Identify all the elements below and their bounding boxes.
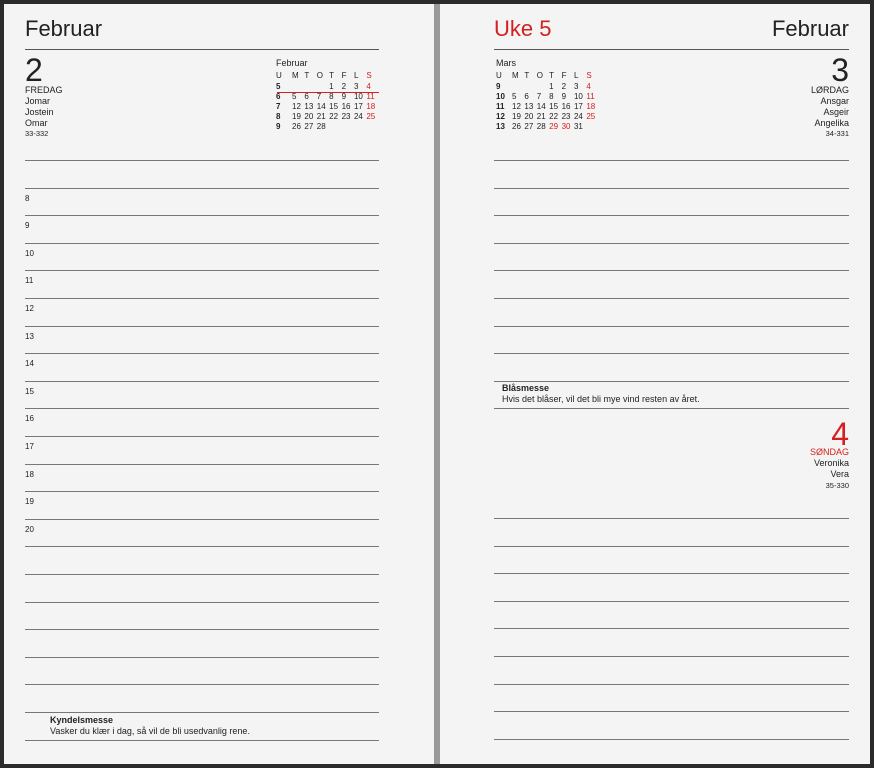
ruled-line xyxy=(494,298,849,299)
hour-label: 19 xyxy=(25,497,34,506)
ruled-line xyxy=(494,601,849,602)
calendar-weekday-header: T xyxy=(304,71,310,80)
calendar-day xyxy=(512,81,524,91)
calendar-weekday-header: L xyxy=(353,71,359,80)
calendar-week-number: 11 xyxy=(496,101,505,111)
ruled-line xyxy=(25,574,379,575)
calendar-day: 23 xyxy=(561,111,571,121)
ruled-line xyxy=(494,518,849,519)
name-day-1: Jomar xyxy=(25,96,51,106)
calendar-day xyxy=(292,81,304,91)
calendar-day xyxy=(524,81,536,91)
calendar-week-row xyxy=(276,101,379,111)
calendar-week-number: 12 xyxy=(496,111,505,121)
ruled-line xyxy=(494,188,849,189)
mini-calendar-grid xyxy=(276,70,379,131)
ruled-line xyxy=(25,408,379,409)
calendar-day: 10 xyxy=(353,91,363,101)
day-number: 4 xyxy=(831,416,849,452)
left-month-title: Februar xyxy=(25,16,103,41)
calendar-day: 20 xyxy=(304,111,314,121)
calendar-week-number: 7 xyxy=(276,101,281,111)
calendar-day: 11 xyxy=(366,91,375,101)
hour-label: 16 xyxy=(25,414,34,423)
calendar-weekday-header: T xyxy=(329,71,335,80)
calendar-weekday-header: M xyxy=(292,71,299,80)
mini-calendar-title: Februar xyxy=(276,58,308,68)
ruled-line xyxy=(494,656,849,657)
calendar-day: 17 xyxy=(353,101,363,111)
calendar-day: 24 xyxy=(573,111,583,121)
calendar-week-number: 13 xyxy=(496,121,505,131)
ruled-line xyxy=(25,188,379,189)
ruled-line xyxy=(494,326,849,327)
calendar-day: 13 xyxy=(524,101,534,111)
hour-label: 9 xyxy=(25,221,30,230)
calendar-day: 26 xyxy=(292,121,301,131)
ruled-line xyxy=(25,215,379,216)
calendar-day: 1 xyxy=(549,81,554,91)
calendar-weekday-header: O xyxy=(536,71,544,80)
calendar-day: 3 xyxy=(573,81,579,91)
calendar-day: 6 xyxy=(304,91,309,101)
calendar-day: 2 xyxy=(341,81,347,91)
calendar-day: 22 xyxy=(329,111,339,121)
calendar-day: 7 xyxy=(316,91,322,101)
calendar-day: 1 xyxy=(329,81,334,91)
calendar-day: 7 xyxy=(536,91,542,101)
weekday-label: LØRDAG xyxy=(810,85,849,95)
calendar-day: 12 xyxy=(292,101,301,111)
calendar-day xyxy=(304,81,316,91)
calendar-day: 13 xyxy=(304,101,314,111)
calendar-week-number: 6 xyxy=(276,91,281,101)
header-rule xyxy=(494,49,849,50)
calendar-week-row xyxy=(276,111,379,121)
calendar-day xyxy=(366,121,378,131)
calendar-weekday-header: T xyxy=(549,71,555,80)
calendar-day: 21 xyxy=(316,111,326,121)
left-page xyxy=(4,4,434,764)
ruled-line xyxy=(494,270,849,271)
ruled-line xyxy=(25,657,379,658)
calendar-weekday-header: U xyxy=(276,71,282,80)
calendar-day xyxy=(342,121,354,131)
ruled-line xyxy=(25,491,379,492)
calendar-day: 9 xyxy=(341,91,347,101)
week-label: Uke 5 xyxy=(494,16,552,41)
calendar-day: 23 xyxy=(341,111,351,121)
calendar-day: 25 xyxy=(366,111,376,121)
calendar-day: 9 xyxy=(561,91,567,101)
calendar-week-number: 10 xyxy=(496,91,505,101)
calendar-day: 27 xyxy=(304,121,314,131)
calendar-day: 31 xyxy=(573,121,583,131)
name-day-3: Angelika xyxy=(814,118,849,128)
calendar-week-number: 5 xyxy=(276,81,281,91)
calendar-day: 8 xyxy=(329,91,334,101)
calendar-day: 6 xyxy=(524,91,529,101)
calendar-week-number: 8 xyxy=(276,111,281,121)
hour-label: 10 xyxy=(25,249,34,258)
calendar-weekday-header: M xyxy=(512,71,519,80)
calendar-day: 18 xyxy=(586,101,596,111)
hour-label: 11 xyxy=(25,276,34,285)
calendar-day: 30 xyxy=(561,121,571,131)
calendar-day: 24 xyxy=(353,111,363,121)
ruled-line xyxy=(25,436,379,437)
ruled-line xyxy=(494,353,849,354)
ruled-line xyxy=(25,298,379,299)
day-count: 34-331 xyxy=(825,129,849,138)
calendar-week-number: 9 xyxy=(276,121,281,131)
ruled-line xyxy=(494,711,849,712)
hour-label: 12 xyxy=(25,304,34,313)
hour-label: 20 xyxy=(25,525,34,534)
ruled-line xyxy=(494,684,849,685)
ruled-line xyxy=(25,243,379,244)
name-day-2: Vera xyxy=(830,469,849,479)
ruled-line xyxy=(494,628,849,629)
calendar-day: 8 xyxy=(549,91,554,101)
weekday-label: FREDAG xyxy=(25,85,63,95)
calendar-week-row xyxy=(276,121,379,131)
calendar-day: 3 xyxy=(353,81,359,91)
calendar-week-number: 9 xyxy=(496,81,501,91)
calendar-day: 5 xyxy=(292,91,297,101)
calendar-week-row xyxy=(496,111,599,121)
calendar-day: 2 xyxy=(561,81,567,91)
day-count: 33-332 xyxy=(25,129,49,138)
ruled-line xyxy=(494,160,849,161)
ruled-line xyxy=(25,270,379,271)
calendar-weekday-header: T xyxy=(524,71,530,80)
right-page xyxy=(440,4,870,764)
calendar-week-row xyxy=(496,121,599,131)
name-day-2: Asgeir xyxy=(823,107,849,117)
calendar-day: 10 xyxy=(573,91,583,101)
ruled-line xyxy=(494,573,849,574)
calendar-day: 5 xyxy=(512,91,517,101)
calendar-day: 16 xyxy=(561,101,571,111)
right-month-title: Februar xyxy=(771,16,849,41)
mini-calendar-grid xyxy=(496,70,599,131)
ruled-line xyxy=(25,381,379,382)
hour-label: 14 xyxy=(25,359,34,368)
ruled-line xyxy=(25,519,379,520)
ruled-line xyxy=(494,243,849,244)
calendar-day: 19 xyxy=(292,111,301,121)
calendar-day: 14 xyxy=(536,101,546,111)
calendar-day: 15 xyxy=(549,101,559,111)
calendar-day: 25 xyxy=(586,111,596,121)
ruled-line xyxy=(25,684,379,685)
note-text: Hvis det blåser, vil det bli mye vind resten av året. xyxy=(502,394,700,404)
calendar-day: 20 xyxy=(524,111,534,121)
ruled-line xyxy=(25,546,379,547)
calendar-week-row xyxy=(496,91,599,101)
day-number: 2 xyxy=(25,52,43,88)
ruled-line xyxy=(494,546,849,547)
name-day-3: Omar xyxy=(25,118,48,128)
ruled-line xyxy=(25,712,379,713)
hour-label: 15 xyxy=(25,387,34,396)
calendar-weekday-header: O xyxy=(316,71,324,80)
calendar-day: 28 xyxy=(316,121,326,131)
calendar-day: 17 xyxy=(573,101,583,111)
calendar-day: 29 xyxy=(549,121,559,131)
ruled-line xyxy=(25,353,379,354)
hour-label: 8 xyxy=(25,194,30,203)
calendar-day: 15 xyxy=(329,101,339,111)
calendar-day xyxy=(537,81,549,91)
ruled-line xyxy=(494,215,849,216)
mini-calendar-februar xyxy=(276,58,379,131)
calendar-week-row xyxy=(496,101,599,111)
calendar-day: 12 xyxy=(512,101,521,111)
calendar-weekday-header: F xyxy=(561,71,567,80)
mini-calendar-mars xyxy=(496,58,599,131)
calendar-week-row xyxy=(276,81,379,91)
calendar-day: 27 xyxy=(524,121,534,131)
calendar-day xyxy=(586,121,598,131)
name-day-2: Jostein xyxy=(25,107,54,117)
note-title: Blåsmesse xyxy=(502,383,550,393)
mini-calendar-title: Mars xyxy=(496,58,516,68)
calendar-day: 26 xyxy=(512,121,521,131)
hour-label: 17 xyxy=(25,442,34,451)
hour-label: 18 xyxy=(25,470,34,479)
calendar-weekday-header: F xyxy=(341,71,347,80)
calendar-weekday-header: S xyxy=(366,71,372,80)
calendar-day: 14 xyxy=(316,101,326,111)
calendar-day: 11 xyxy=(586,91,595,101)
calendar-day xyxy=(317,81,329,91)
calendar-weekday-header: L xyxy=(573,71,579,80)
calendar-weekday-header: U xyxy=(496,71,502,80)
calendar-day: 16 xyxy=(341,101,351,111)
note-text: Vasker du klær i dag, så vil de bli usedvanlig rene. xyxy=(50,726,250,736)
day-count: 35-330 xyxy=(825,481,849,490)
calendar-weekday-header: S xyxy=(586,71,592,80)
ruled-line xyxy=(25,326,379,327)
name-day-1: Ansgar xyxy=(820,96,849,106)
name-day-1: Veronika xyxy=(813,458,849,468)
ruled-line xyxy=(25,160,379,161)
weekday-label: SØNDAG xyxy=(809,447,849,457)
calendar-day: 18 xyxy=(366,101,376,111)
hour-label: 13 xyxy=(25,332,34,341)
day-number: 3 xyxy=(831,52,849,88)
calendar-day: 28 xyxy=(536,121,546,131)
calendar-current-week-underline xyxy=(277,92,379,93)
ruled-line xyxy=(25,740,379,741)
calendar-day: 4 xyxy=(366,81,371,91)
header-rule xyxy=(25,49,379,50)
ruled-line xyxy=(494,739,849,740)
calendar-week-row xyxy=(496,81,599,91)
ruled-line xyxy=(494,381,849,382)
calendar-day: 21 xyxy=(536,111,546,121)
note-title: Kyndelsmesse xyxy=(50,715,114,725)
calendar-day: 4 xyxy=(586,81,591,91)
calendar-day xyxy=(329,121,341,131)
ruled-line xyxy=(25,602,379,603)
ruled-line xyxy=(494,408,849,409)
ruled-line xyxy=(25,629,379,630)
calendar-day: 22 xyxy=(549,111,559,121)
calendar-day: 19 xyxy=(512,111,521,121)
ruled-line xyxy=(25,464,379,465)
calendar-day xyxy=(354,121,366,131)
